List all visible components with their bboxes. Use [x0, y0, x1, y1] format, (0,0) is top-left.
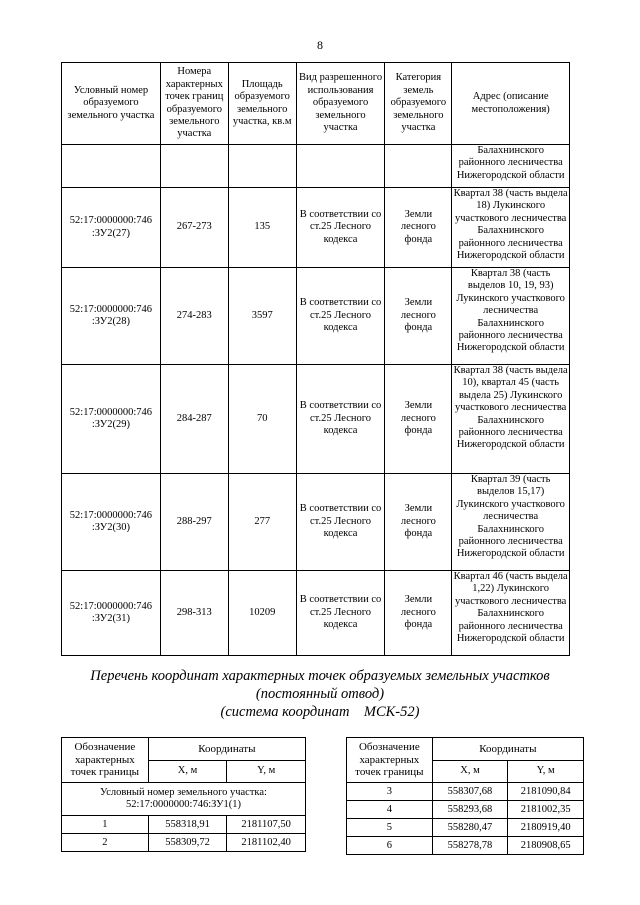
- y-cell: 2181102,40: [227, 834, 306, 852]
- use-cell: В соответствии со ст.25 Лесного кодекса: [296, 188, 385, 268]
- table-row: [347, 801, 584, 819]
- point-number-cell: 4: [347, 801, 433, 819]
- header-y: Y, м: [508, 760, 584, 783]
- area-cell: 70: [228, 365, 296, 474]
- table-row: [347, 837, 584, 855]
- point-number-cell: 3: [347, 783, 433, 801]
- coords-header-row: [62, 738, 306, 761]
- area-cell: 135: [228, 188, 296, 268]
- table-row: [62, 268, 570, 365]
- header-area: Площадь образуемого земельного участка, кв.м: [228, 63, 296, 145]
- category-cell: Земли лесного фонда: [385, 571, 452, 656]
- coordinates-list-subtitle: (постоянный отвод): [255, 686, 385, 702]
- header-use: Вид разрешенного использования образуемого земельного участка: [296, 63, 385, 145]
- category-cell: Земли лесного фонда: [385, 268, 452, 365]
- header-plot-number: Условный номер образуемого земельного участка: [62, 63, 161, 145]
- category-cell: Земли лесного фонда: [385, 188, 452, 268]
- coordinates-list-title: Перечень координат характерных точек образуемых земельных участков: [90, 668, 550, 684]
- header-y: Y, м: [227, 760, 306, 783]
- use-cell: В соответствии со ст.25 Лесного кодекса: [296, 268, 385, 365]
- point-number-cell: 2: [62, 834, 149, 852]
- use-cell: В соответствии со ст.25 Лесного кодекса: [296, 571, 385, 656]
- point-number-cell: 5: [347, 819, 433, 837]
- point-number-cell: 1: [62, 816, 149, 834]
- address-cell: Квартал 38 (часть выдела 10), квартал 45 (часть выдела 25) Лукинского участкового лесничества Балахнинского районного лесничества Нижегородской области: [452, 365, 570, 474]
- table-row: [347, 819, 584, 837]
- header-points-designation: Обозначение характерных точек границы: [347, 738, 433, 783]
- address-cell: Квартал 38 (часть выделов 10, 19, 93) Лукинского участкового лесничества Балахнинского районного лесничества Нижегородской области: [452, 268, 570, 365]
- y-cell: 2181002,35: [508, 801, 584, 819]
- use-cell: В соответствии со ст.25 Лесного кодекса: [296, 365, 385, 474]
- points-cell: 284-287: [160, 365, 228, 474]
- plot-section-label: Условный номер земельного участка: 52:17:0000000:746:ЗУ1(1): [62, 783, 306, 816]
- coordinates-table-left: [61, 737, 306, 852]
- header-x: X, м: [148, 760, 227, 783]
- table-row: [62, 834, 306, 852]
- y-cell: 2180908,65: [508, 837, 584, 855]
- points-cell: 267-273: [160, 188, 228, 268]
- header-category: Категория земель образуемого земельного участка: [385, 63, 452, 145]
- y-cell: 2180919,40: [508, 819, 584, 837]
- header-coordinates: Координаты: [148, 738, 305, 761]
- address-cell: Квартал 38 (часть выдела 18) Лукинского участкового лесничества Балахнинского районного лесничества Нижегородской области: [452, 188, 570, 268]
- points-cell: 288-297: [160, 474, 228, 571]
- table-row: [62, 145, 570, 188]
- table-row: [62, 571, 570, 656]
- x-cell: 558278,78: [432, 837, 508, 855]
- continued-address-cell: Балахнинского районного лесничества Нижегородской области: [452, 145, 570, 188]
- x-cell: 558293,68: [432, 801, 508, 819]
- area-cell: 277: [228, 474, 296, 571]
- page-number: 8: [317, 38, 323, 52]
- points-cell: 274-283: [160, 268, 228, 365]
- y-cell: 2181107,50: [227, 816, 306, 834]
- plot-id-cell: 52:17:0000000:746 :ЗУ2(28): [62, 268, 161, 365]
- address-cell: Квартал 46 (часть выдела 1,22) Лукинского участкового лесничества Балахнинского районного лесничества Нижегородской области: [452, 571, 570, 656]
- plot-id-cell: 52:17:0000000:746 :ЗУ2(30): [62, 474, 161, 571]
- header-x: X, м: [432, 760, 508, 783]
- table-header-row: [62, 63, 570, 145]
- plot-id-cell: 52:17:0000000:746 :ЗУ2(31): [62, 571, 161, 656]
- table-row: [62, 365, 570, 474]
- category-cell: Земли лесного фонда: [385, 474, 452, 571]
- coordinates-table-right: [346, 737, 584, 855]
- table-row: [347, 783, 584, 801]
- plot-id-cell: 52:17:0000000:746 :ЗУ2(27): [62, 188, 161, 268]
- header-points: Номера характерных точек границ образуемого земельного участка: [160, 63, 228, 145]
- land-plots-table: [61, 62, 570, 656]
- table-row: [62, 474, 570, 571]
- header-coordinates: Координаты: [432, 738, 583, 761]
- address-cell: Квартал 39 (часть выделов 15,17) Лукинского участкового лесничества Балахнинского районного лесничества Нижегородской области: [452, 474, 570, 571]
- header-address: Адрес (описание местоположения): [452, 63, 570, 145]
- x-cell: 558309,72: [148, 834, 227, 852]
- x-cell: 558318,91: [148, 816, 227, 834]
- area-cell: 10209: [228, 571, 296, 656]
- points-cell: 298-313: [160, 571, 228, 656]
- area-cell: 3597: [228, 268, 296, 365]
- x-cell: 558307,68: [432, 783, 508, 801]
- table-row: [62, 816, 306, 834]
- coordinate-system-label: (система координат МСК-52): [220, 704, 420, 720]
- plot-id-cell: 52:17:0000000:746 :ЗУ2(29): [62, 365, 161, 474]
- coords-header-row: [347, 738, 584, 761]
- y-cell: 2181090,84: [508, 783, 584, 801]
- point-number-cell: 6: [347, 837, 433, 855]
- header-points-designation: Обозначение характерных точек границы: [62, 738, 149, 783]
- table-row: [62, 188, 570, 268]
- use-cell: В соответствии со ст.25 Лесного кодекса: [296, 474, 385, 571]
- section-row: [62, 783, 306, 816]
- x-cell: 558280,47: [432, 819, 508, 837]
- category-cell: Земли лесного фонда: [385, 365, 452, 474]
